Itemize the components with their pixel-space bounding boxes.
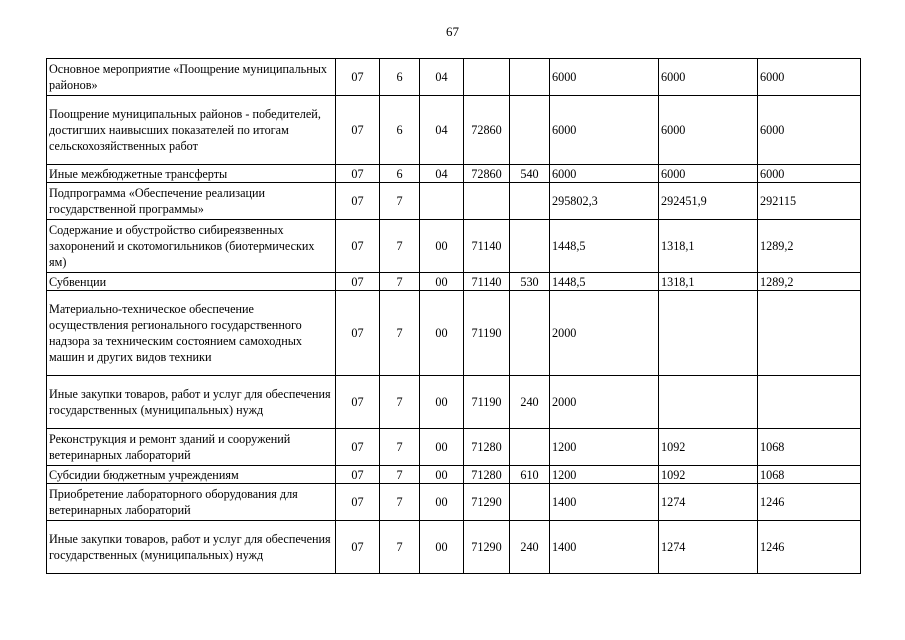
- value-year-1: 2000: [550, 291, 659, 376]
- value-year-2: 6000: [659, 165, 758, 183]
- code-expense-type: 540: [510, 165, 550, 183]
- budget-table: [46, 58, 861, 574]
- value-year-2: 1092: [659, 466, 758, 484]
- value-year-3: 1068: [758, 429, 861, 466]
- value-year-2: 1274: [659, 521, 758, 574]
- value-year-3: 1289,2: [758, 273, 861, 291]
- code-program: 7: [380, 376, 420, 429]
- code-expense-type: [510, 96, 550, 165]
- code-expense-type: [510, 429, 550, 466]
- table-row: [47, 273, 861, 291]
- code-section: 07: [336, 165, 380, 183]
- code-program: 6: [380, 59, 420, 96]
- code-subprogram: 00: [420, 220, 464, 273]
- code-section: 07: [336, 291, 380, 376]
- code-expense-type: 610: [510, 466, 550, 484]
- value-year-1: 1400: [550, 521, 659, 574]
- code-direction: 72860: [464, 96, 510, 165]
- code-direction: 71290: [464, 484, 510, 521]
- table-row: [47, 466, 861, 484]
- code-direction: 71280: [464, 466, 510, 484]
- code-subprogram: 00: [420, 484, 464, 521]
- code-program: 7: [380, 466, 420, 484]
- value-year-2: [659, 376, 758, 429]
- row-name: Материально-техническое обеспечение осуществления регионального государственного надзора за техническим состоянием самоходных машин и других видов техники: [47, 291, 336, 376]
- code-direction: 71190: [464, 291, 510, 376]
- code-section: 07: [336, 273, 380, 291]
- table-row: [47, 59, 861, 96]
- value-year-1: 6000: [550, 165, 659, 183]
- page-number: 67: [446, 24, 459, 39]
- value-year-1: 6000: [550, 59, 659, 96]
- code-section: 07: [336, 96, 380, 165]
- table-row: [47, 376, 861, 429]
- code-expense-type: 240: [510, 376, 550, 429]
- value-year-2: 292451,9: [659, 183, 758, 220]
- value-year-1: 2000: [550, 376, 659, 429]
- table-row: [47, 183, 861, 220]
- row-name: Приобретение лабораторного оборудования для ветеринарных лабораторий: [47, 484, 336, 521]
- value-year-1: 1400: [550, 484, 659, 521]
- code-section: 07: [336, 521, 380, 574]
- value-year-3: 292115: [758, 183, 861, 220]
- code-subprogram: 04: [420, 96, 464, 165]
- code-subprogram: 04: [420, 59, 464, 96]
- code-direction: [464, 183, 510, 220]
- code-program: 7: [380, 220, 420, 273]
- code-direction: 71280: [464, 429, 510, 466]
- code-subprogram: 00: [420, 376, 464, 429]
- table-row: [47, 96, 861, 165]
- table-row: [47, 429, 861, 466]
- value-year-2: 1318,1: [659, 273, 758, 291]
- table-row: [47, 165, 861, 183]
- code-section: 07: [336, 220, 380, 273]
- code-subprogram: 04: [420, 165, 464, 183]
- code-program: 7: [380, 183, 420, 220]
- value-year-2: 6000: [659, 59, 758, 96]
- code-expense-type: [510, 220, 550, 273]
- value-year-1: 6000: [550, 96, 659, 165]
- row-name: Иные закупки товаров, работ и услуг для обеспечения государственных (муниципальных) нужд: [47, 521, 336, 574]
- value-year-1: 1200: [550, 466, 659, 484]
- code-program: 7: [380, 291, 420, 376]
- code-subprogram: [420, 183, 464, 220]
- value-year-3: 1246: [758, 484, 861, 521]
- code-direction: 71190: [464, 376, 510, 429]
- code-expense-type: [510, 484, 550, 521]
- code-section: 07: [336, 466, 380, 484]
- row-name: Содержание и обустройство сибиреязвенных захоронений и скотомогильников (биотермических ям): [47, 220, 336, 273]
- value-year-3: 6000: [758, 165, 861, 183]
- value-year-3: 6000: [758, 96, 861, 165]
- code-expense-type: 240: [510, 521, 550, 574]
- value-year-2: 6000: [659, 96, 758, 165]
- code-expense-type: [510, 59, 550, 96]
- code-program: 7: [380, 273, 420, 291]
- code-program: 7: [380, 429, 420, 466]
- budget-table-body: [47, 59, 861, 574]
- value-year-2: [659, 291, 758, 376]
- value-year-1: 1200: [550, 429, 659, 466]
- code-section: 07: [336, 484, 380, 521]
- table-row: [47, 521, 861, 574]
- row-name: Основное мероприятие «Поощрение муниципальных районов»: [47, 59, 336, 96]
- row-name: Субсидии бюджетным учреждениям: [47, 466, 336, 484]
- row-name: Поощрение муниципальных районов - победителей, достигших наивысших показателей по итогам сельскохозяйственных работ: [47, 96, 336, 165]
- code-expense-type: [510, 183, 550, 220]
- value-year-3: [758, 291, 861, 376]
- code-section: 07: [336, 429, 380, 466]
- code-subprogram: 00: [420, 429, 464, 466]
- code-subprogram: 00: [420, 521, 464, 574]
- code-subprogram: 00: [420, 291, 464, 376]
- value-year-1: 1448,5: [550, 273, 659, 291]
- code-subprogram: 00: [420, 466, 464, 484]
- value-year-3: 6000: [758, 59, 861, 96]
- code-expense-type: 530: [510, 273, 550, 291]
- code-section: 07: [336, 376, 380, 429]
- row-name: Иные закупки товаров, работ и услуг для обеспечения государственных (муниципальных) нужд: [47, 376, 336, 429]
- row-name: Подпрограмма «Обеспечение реализации государственной программы»: [47, 183, 336, 220]
- value-year-2: 1318,1: [659, 220, 758, 273]
- value-year-3: 1068: [758, 466, 861, 484]
- code-direction: 72860: [464, 165, 510, 183]
- code-direction: 71290: [464, 521, 510, 574]
- code-program: 6: [380, 96, 420, 165]
- row-name: Реконструкция и ремонт зданий и сооружений ветеринарных лабораторий: [47, 429, 336, 466]
- table-row: [47, 220, 861, 273]
- value-year-1: 295802,3: [550, 183, 659, 220]
- code-program: 6: [380, 165, 420, 183]
- value-year-3: [758, 376, 861, 429]
- value-year-1: 1448,5: [550, 220, 659, 273]
- value-year-3: 1246: [758, 521, 861, 574]
- row-name: Иные межбюджетные трансферты: [47, 165, 336, 183]
- code-section: 07: [336, 59, 380, 96]
- code-section: 07: [336, 183, 380, 220]
- value-year-3: 1289,2: [758, 220, 861, 273]
- code-direction: 71140: [464, 220, 510, 273]
- code-program: 7: [380, 484, 420, 521]
- code-direction: [464, 59, 510, 96]
- code-subprogram: 00: [420, 273, 464, 291]
- code-expense-type: [510, 291, 550, 376]
- code-direction: 71140: [464, 273, 510, 291]
- table-row: [47, 484, 861, 521]
- value-year-2: 1274: [659, 484, 758, 521]
- row-name: Субвенции: [47, 273, 336, 291]
- code-program: 7: [380, 521, 420, 574]
- table-row: [47, 291, 861, 376]
- value-year-2: 1092: [659, 429, 758, 466]
